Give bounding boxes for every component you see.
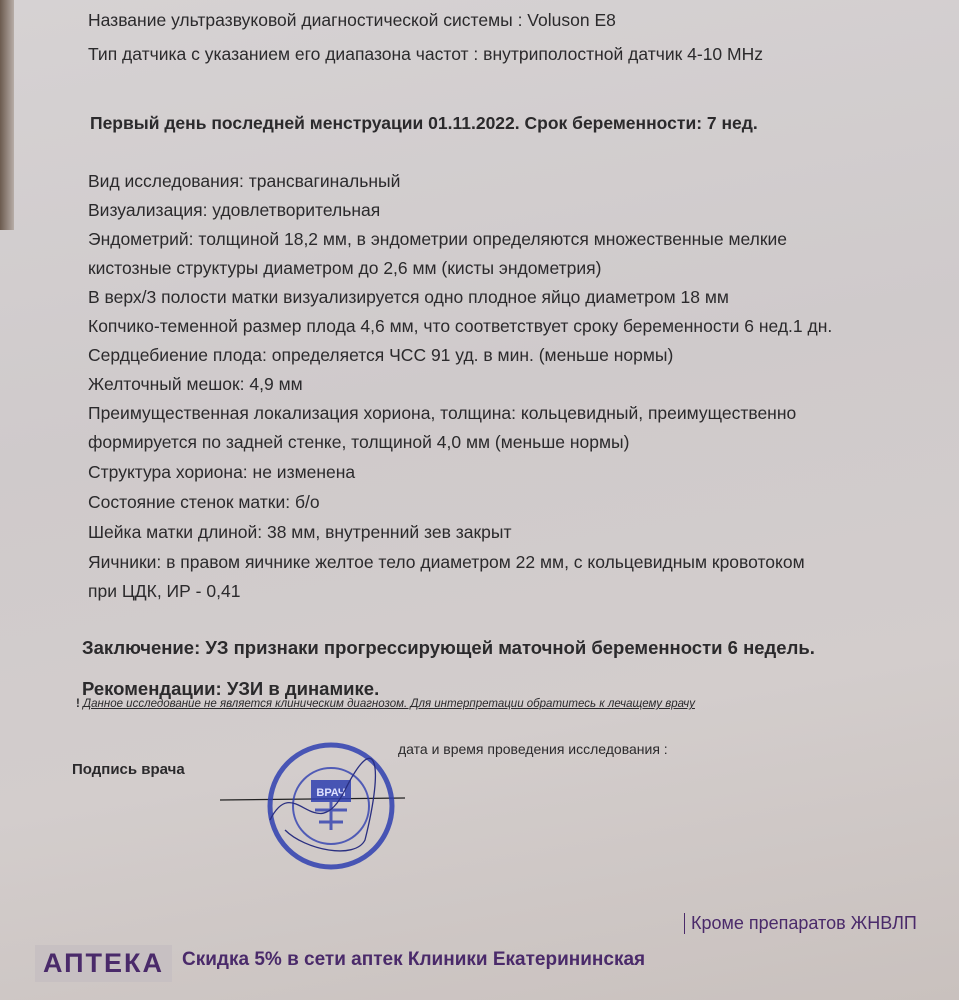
finding-line: Состояние стенок матки: б/о (88, 492, 320, 512)
stamp-text: ВРАЧ (316, 787, 346, 799)
system-name: Название ультразвуковой диагностической системы : Voluson E8 (88, 10, 616, 30)
finding-line: Сердцебиение плода: определяется ЧСС 91 уд. в мин. (меньше нормы) (88, 345, 674, 365)
disclaimer (76, 698, 695, 710)
finding-line: Структура хориона: не изменена (88, 462, 356, 482)
finding-line: Шейка матки длиной: 38 мм, внутренний зев закрыт (88, 522, 512, 542)
disclaimer-mark: ! (76, 698, 80, 710)
recommendation: Рекомендации: УЗИ в динамике. (82, 678, 380, 699)
pharmacy-promo: Скидка 5% в сети аптек Клиники Екатерининская (182, 949, 646, 970)
signature-label: Подпись врача (72, 761, 185, 778)
finding-line: кистозные структуры диаметром до 2,6 мм (кисты эндометрия) (88, 258, 602, 278)
signature-scribble (270, 758, 375, 851)
finding-line: Копчико-теменной размер плода 4,6 мм, что соответствует сроку беременности 6 нед.1 дн. (88, 316, 833, 336)
finding-line: Визуализация: удовлетворительная (88, 200, 381, 220)
lmp-line: Первый день последней менструации 01.11.2022. Срок беременности: 7 нед. (90, 113, 758, 133)
finding-line: при ЦДК, ИР - 0,41 (88, 581, 241, 601)
probe-type: Тип датчика с указанием его диапазона частот : внутриполостной датчик 4-10 MHz (88, 44, 763, 64)
pharmacy-footer (0, 905, 959, 985)
page-edge-shadow (0, 0, 14, 230)
date-label: дата и время проведения исследования : (398, 741, 668, 757)
finding-line: формируется по задней стенке, толщиной 4,0 мм (меньше нормы) (88, 432, 630, 452)
pharmacy-brand: АПТЕКА (35, 945, 172, 982)
finding-line: Преимущественная локализация хориона, толщина: кольцевидный, преимущественно (88, 403, 797, 423)
finding-line: Желточный мешок: 4,9 мм (88, 374, 303, 394)
finding-line: В верх/3 полости матки визуализируется одно плодное яйцо диаметром 18 мм (88, 287, 729, 307)
doctor-stamp (215, 730, 415, 890)
pharmacy-exception: Кроме препаратов ЖНВЛП (684, 913, 917, 934)
conclusion: Заключение: УЗ признаки прогрессирующей маточной беременности 6 недель. (82, 637, 815, 658)
disclaimer-text: Данное исследование не является клиническим диагнозом. Для интерпретации обратитесь к лечащему врачу (83, 698, 695, 710)
finding-line: Яичники: в правом яичнике желтое тело диаметром 22 мм, с кольцевидным кровотоком (88, 552, 805, 572)
finding-line: Эндометрий: толщиной 18,2 мм, в эндометрии определяются множественные мелкие (88, 229, 788, 249)
finding-line: Вид исследования: трансвагинальный (88, 171, 401, 191)
